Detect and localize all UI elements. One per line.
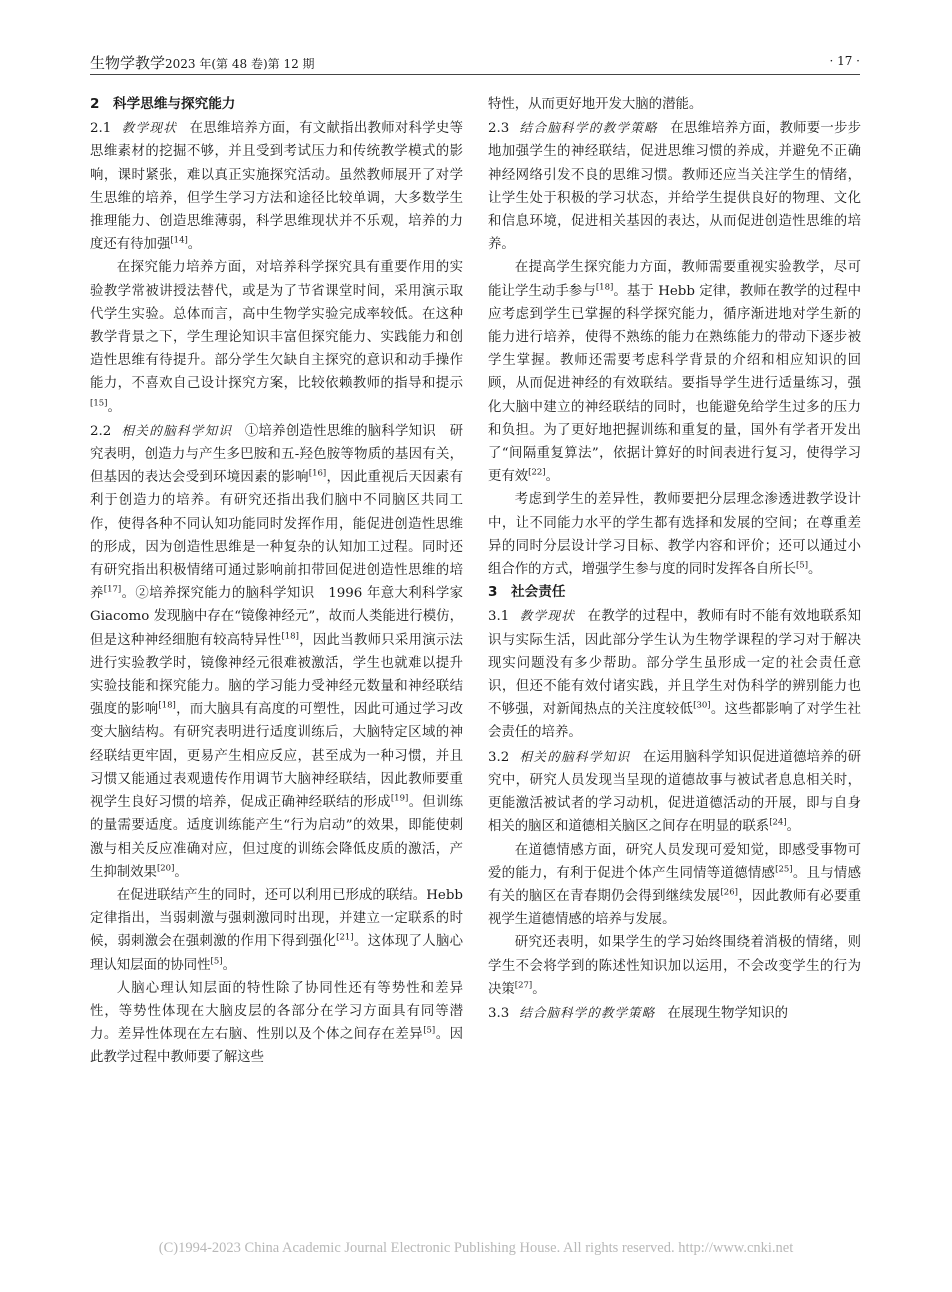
paragraph-text: ，因此教师有必要重视学生道德情感的培养与发展。 <box>488 888 862 928</box>
citation: [15] <box>90 398 108 409</box>
citation: [16] <box>308 468 327 479</box>
citation: [5] <box>423 1025 436 1036</box>
subsection-number: 3.1 <box>488 609 510 625</box>
paragraph-continued: 特性，从而更好地开发大脑的潜能。 <box>488 97 703 112</box>
paragraph-2-2 <box>90 419 463 884</box>
paragraph-text: 。 <box>532 981 546 997</box>
paragraph-text: 在运用脑科学知识促进道德培养的研究中，研究人员发现当呈现的道德故事与被试者息息相关时，更能激活被试者的学习动机，促进道德活动的开展，即与自身相关的脑区和道德相关脑区之间存在明显的联系 <box>488 749 862 835</box>
paragraph-3-3 <box>488 1001 861 1025</box>
right-column <box>488 93 861 1025</box>
subsection-label: 结合脑科学的教学策略 <box>519 1004 656 1020</box>
left-column <box>90 93 463 1070</box>
paragraph-2-1 <box>90 116 463 256</box>
citation: [26] <box>720 887 738 898</box>
section-2-title: 2 科学思维与探究能力 <box>90 96 236 112</box>
paragraph-3-1 <box>488 604 861 744</box>
paragraph-text: 。且与情感有关的脑区在青春期仍会得到继续发展 <box>488 865 861 904</box>
paragraph-text: 。②培养探究能力的脑科学知识 1996 年意大利科学家 Giacomo 发现脑中存在“镜像神经元”，故而人类能进行模仿，但是这种神经细胞有较高特异性 <box>90 586 463 648</box>
paragraph-text: 研究还表明，如果学生的学习始终围绕着消极的情绪，则学生不会将学到的陈述性知识加以运用，不会改变学生的行为决策 <box>488 935 861 997</box>
paragraph-text: 。这些都影响了对学生社会责任的培养。 <box>488 702 862 741</box>
subsection-number: 2.1 <box>90 121 112 137</box>
citation: [24] <box>769 817 787 828</box>
paragraph-text: 。 <box>786 819 801 835</box>
paragraph-text: 。但训练的量需要适度。适度训练能产生“行为启动”的效果，即能使刺激与相关反应准确对应，但过度的训练会降低皮质的激活，产生抑制效果 <box>90 795 464 880</box>
subsection-label: 相关的脑科学知识 <box>519 748 631 764</box>
citation: [25] <box>775 864 793 875</box>
citation: [18] <box>281 631 299 642</box>
paragraph-text: 在促进联结产生的同时，还可以利用已形成的联结。Hebb 定律指出，当弱刺激与强刺激同时出现，并建立一定联系的时候，弱刺激会在强刺激的作用下得到强化 <box>90 887 463 950</box>
paragraph-layered <box>488 488 861 581</box>
citation: [5] <box>210 956 223 967</box>
subsection-number: 3.3 <box>488 1005 510 1021</box>
subsection-label: 教学现状 <box>121 120 178 136</box>
paragraph-text: 。 <box>545 469 560 485</box>
paragraph-text: ，因此重视后天因素有利于创造力的培养。有研究还指出我们脑中不同脑区共同工作，使得各种不同认知功能同时发挥作用，能促进创造性思维的形成，因为创造性思维是一种复杂的认知加工过程。同时还有研究指出积极情绪可通过影响前扣带回促进创造性思维的培养 <box>90 470 463 602</box>
subsection-number: 3.2 <box>488 749 510 765</box>
paragraph-text: 在思维培养方面，教师要一步步地加强学生的神经联结，促进思维习惯的养成，并避免不正确神经网络引发不良的思维习惯。教师还应当关注学生的情绪，让学生处于积极的学习状态，并给学生提供良好的物理、文化和信息环境，促进相关基因的表达，从而促进创造性思维的培养。 <box>488 121 861 253</box>
paragraph-2-3 <box>488 116 861 256</box>
paragraph-text: 在教学的过程中，教师有时不能有效地联系知识与实际生活，因此部分学生认为生物学课程的学习对于解决现实问题没有多少帮助。部分学生虽形成一定的社会责任意识，但还不能有效付诸实践，并且学生对伪科学的辨别能力也不够强，对新闻热点的关注度较低 <box>488 609 861 718</box>
paragraph-text: 在探究能力培养方面，对培养科学探究具有重要作用的实验教学常被讲授法替代，或是为了节省课堂时间，采用演示取代学生实验。总体而言，高中生物学实验完成率较低。在这种教学背景之下，学生理论知识丰富但探究能力、实践能力和创造性思维有待提升。部分学生欠缺自主探究的意识和动手操作能力，不喜欢自己设计探究方案，比较依赖教师的指导和提示 <box>90 260 463 392</box>
subsection-label: 结合脑科学的教学策略 <box>519 120 658 136</box>
paragraph-text: 。这体现了人脑心理认知层面的协同性 <box>90 934 464 973</box>
paragraph-text: ，而大脑具有高度的可塑性，因此可通过学习改变大脑结构。有研究表明进行适度训练后，大脑特定区域的神经联结更牢固，更易产生相应反应，甚至成为一种习惯，并且习惯又能通过表观遗传作用调节大脑神经联结，因此教师要重视学生良好习惯的培养，促成正确神经联结的形成 <box>90 702 463 811</box>
paragraph-text: 。因此教学过程中教师要了解这些 <box>90 1027 463 1066</box>
subsection-number: 2.3 <box>488 121 510 137</box>
paragraph-3-2 <box>488 745 861 839</box>
copyright-footer: (C)1994-2023 China Academic Journal Electronic Publishing House. All rights reserved. http://www.cnki.net <box>158 1240 794 1256</box>
paragraph-text: 。 <box>107 399 121 415</box>
paragraph-hebb <box>90 884 463 977</box>
journal-name: 生物学教学 <box>90 54 166 72</box>
citation: [30] <box>693 700 711 711</box>
citation: [19] <box>390 793 409 804</box>
paragraph-text: 。 <box>222 957 236 973</box>
paragraph-text: 考虑到学生的差异性，教师要把分层理念渗透进教学设计中，让不同能力水平的学生都有选择和发展的空间；在尊重差异的同时分层设计学习目标、教学内容和评价；还可以通过小组合作的方式，增强学生参与度的同时发挥各自所长 <box>488 492 861 578</box>
paragraph-moral <box>488 839 861 932</box>
citation: [5] <box>795 560 809 571</box>
section-3-title: 3 社会责任 <box>488 584 566 601</box>
paragraph-text: 在展现生物学知识的 <box>667 1005 789 1021</box>
paragraph-text: 。基于 Hebb 定律，教师在教学的过程中应考虑到学生已掌握的科学探究能力，循序渐进地对学生新的能力进行培养，使得不熟练的能力在熟练能力的带动下逐步被学生掌握。教师还需要考虑科学背景的介绍和相应知识的回顾，从而促进神经的有效联结。要指导学生进行适量练习，强化大脑中建立的神经联结的同时，也能避免给学生过多的压力和负担。为了更好地把握训练和重复的量，国外有学者开发出了“间隔重复算法”，依据计算好的时间表进行复习，使得学习更有效 <box>488 283 861 485</box>
paragraph-text: 在思维培养方面，有文献指出教师对科学史等思维素材的挖掘不够，并且受到考试压力和传统教学模式的影响，课时紧张，难以真正实施探究活动。虽然教师展开了对学生思维的培养，但学生学习方法和途径比较单调，大多数学生推理能力、创造思维薄弱，科学思维现状并不乐观，培养的力度还有待加强 <box>90 121 463 253</box>
citation: [22] <box>528 467 546 478</box>
paragraph-text: 人脑心理认知层面的特性除了协同性还有等势性和差异性，等势性体现在大脑皮层的各部分在学习方面具有同等潜力。差异性体现在左右脑、性别以及个体之间存在差异 <box>90 980 463 1043</box>
citation: [27] <box>514 980 533 991</box>
paragraph-text: 在提高学生探究能力方面，教师需要重视实验教学，尽可能让学生动手参与 <box>488 260 861 299</box>
paragraph-difference <box>90 977 463 1070</box>
subsection-label: 相关的脑科学知识 <box>121 422 233 438</box>
paragraph-text: 。 <box>174 864 188 880</box>
paragraph-experiment <box>488 256 861 488</box>
paragraph-text: ，因此当教师只采用演示法进行实验教学时，镜像神经元很难被激活，学生也就难以提升实验技能和探究能力。脑的学习能力受神经元数量和神经联结强度的影响 <box>90 632 464 718</box>
citation: [20] <box>156 863 175 874</box>
paragraph-text: 。 <box>808 562 822 578</box>
paragraph-text: 。 <box>187 237 202 253</box>
journal-header <box>90 52 315 73</box>
citation: [18] <box>595 282 614 293</box>
journal-issue: 2023 年(第 48 卷)第 12 期 <box>165 57 315 71</box>
citation: [14] <box>170 235 188 246</box>
citation: [18] <box>158 700 176 711</box>
paragraph-text: 在道德情感方面，研究人员发现可爱知觉，即感受事物可爱的能力，有利于促进个体产生同情等道德情感 <box>488 842 861 881</box>
paragraph-negative <box>488 931 861 1001</box>
page-number: · 17 · <box>829 54 860 68</box>
paragraph-explore <box>90 256 463 418</box>
subsection-number: 2.2 <box>90 423 112 439</box>
paragraph-text: ①培养创造性思维的脑科学知识 研究表明，创造力与产生多巴胺和五-羟色胺等物质的基因有关，但基因的表达会受到环境因素的影响 <box>90 423 464 486</box>
subsection-label: 教学现状 <box>519 608 576 624</box>
citation: [21] <box>336 932 354 943</box>
citation: [17] <box>103 584 122 595</box>
page-header <box>90 52 860 75</box>
